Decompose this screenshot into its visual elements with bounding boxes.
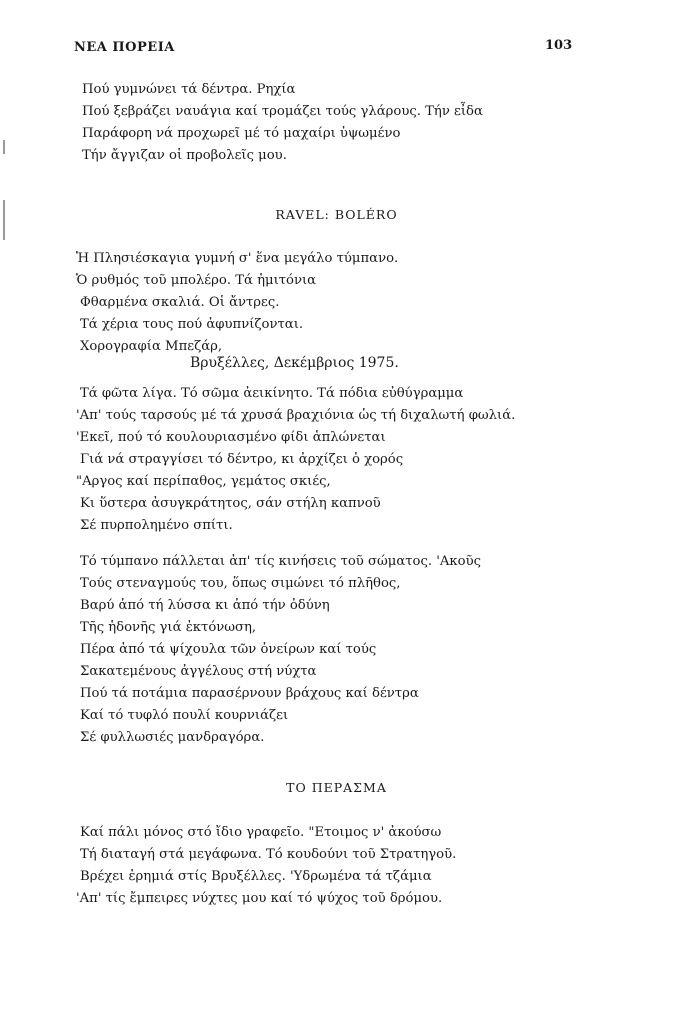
running-head: ΝΕΑ ΠΟΡΕΙΑ [74,40,175,55]
verse-line: Τά φῶτα λίγα. Τό σῶμα ἀεικίνητο. Τά πόδια εὐθύγραμμα [80,386,464,401]
verse-line: Φθαρμένα σκαλιά. Οἱ ἄντρες. [80,295,280,310]
verse-line: Τά χέρια τους πού ἀφυπνίζονται. [80,317,304,332]
verse-line: 'Απ' τίς ἔμπειρες νύχτες μου καί τό ψύχος τοῦ δρόμου. [76,891,443,906]
verse-line: Βαρύ ἀπό τή λύσσα κι ἀπό τήν ὀδύνη [80,598,330,613]
verse-line: Τό τύμπανο πάλλεται ἀπ' τίς κινήσεις τοῦ σώματος. 'Ακοῦς [80,554,481,569]
verse-line: "Αργος καί περίπαθος, γεμάτος σκιές, [76,474,331,489]
verse-line: Καί τό τυφλό πουλί κουρνιάζει [80,708,289,723]
verse-line: Ἡ Πλησιέσκαγια γυμνή σ' ἕνα μεγάλο τύμπανο. [76,251,399,266]
verse-line: Πού γυμνώνει τά δέντρα. Ρηχία [82,82,296,97]
verse-line: Σέ φυλλωσιές μανδραγόρα. [80,730,265,745]
scan-edge-mark [3,140,5,154]
verse-line: Σέ πυρπολημένο σπίτι. [80,518,233,533]
verse-line: Καί πάλι μόνος στό ἴδιο γραφεῖο. "Ετοιμος ν' ἀκούσω [80,825,442,840]
verse-line: Πού τά ποτάμια παρασέρνουν βράχους καί δέντρα [80,686,419,701]
verse-line: Κι ὕστερα ἀσυγκράτητος, σάν στήλη καπνοῦ [80,496,381,511]
verse-line: 'Εκεῖ, πού τό κουλουριασμένο φίδι ἁπλώνεται [76,430,386,445]
verse-line: Πού ξεβράζει ναυάγια καί τρομάζει τούς γλάρους. Τήν εἶδα [82,104,483,119]
verse-line: Τήν ἄγγιζαν οἱ προβολεῖς μου. [82,148,287,163]
verse-line: 'Απ' τούς ταρσούς μέ τά χρυσά βραχιόνια ὡς τή διχαλωτή φωλιά. [76,408,516,423]
dateline: Βρυξέλλες, Δεκέμβριος 1975. [190,355,399,371]
verse-line: Πέρα ἀπό τά ψίχουλα τῶν ὀνείρων καί τούς [80,642,377,657]
verse-line: Ὁ ρυθμός τοῦ μπολέρο. Τά ἡμιτόνια [76,273,317,288]
verse-line: Τή διαταγή στά μεγάφωνα. Τό κουδούνι τοῦ Στρατηγοῦ. [80,847,457,862]
verse-line: Τούς στεναγμούς του, ὅπως σιμώνει τό πλῆθος, [80,576,401,591]
verse-line: Τῆς ἡδονῆς γιά ἐκτόνωση, [80,620,257,635]
verse-line: Παράφορη νά προχωρεῖ μέ τό μαχαίρι ὑψωμένο [82,126,401,141]
page-number: 103 [545,38,573,53]
verse-line: Σακατεμένους ἀγγέλους στή νύχτα [80,664,317,679]
verse-line: Βρέχει ἐρημιά στίς Βρυξέλλες. 'Υδρωμένα τά τζάμια [80,869,432,884]
verse-line: Χορογραφία Μπεζάρ, [80,339,223,354]
verse-line: Γιά νά στραγγίσει τό δέντρο, κι ἀρχίζει ὁ χορός [80,452,404,467]
poem-title: RAVEL: BOLÉRO [275,207,398,222]
poem-title: ΤΟ ΠΕΡΑΣΜΑ [286,780,387,795]
